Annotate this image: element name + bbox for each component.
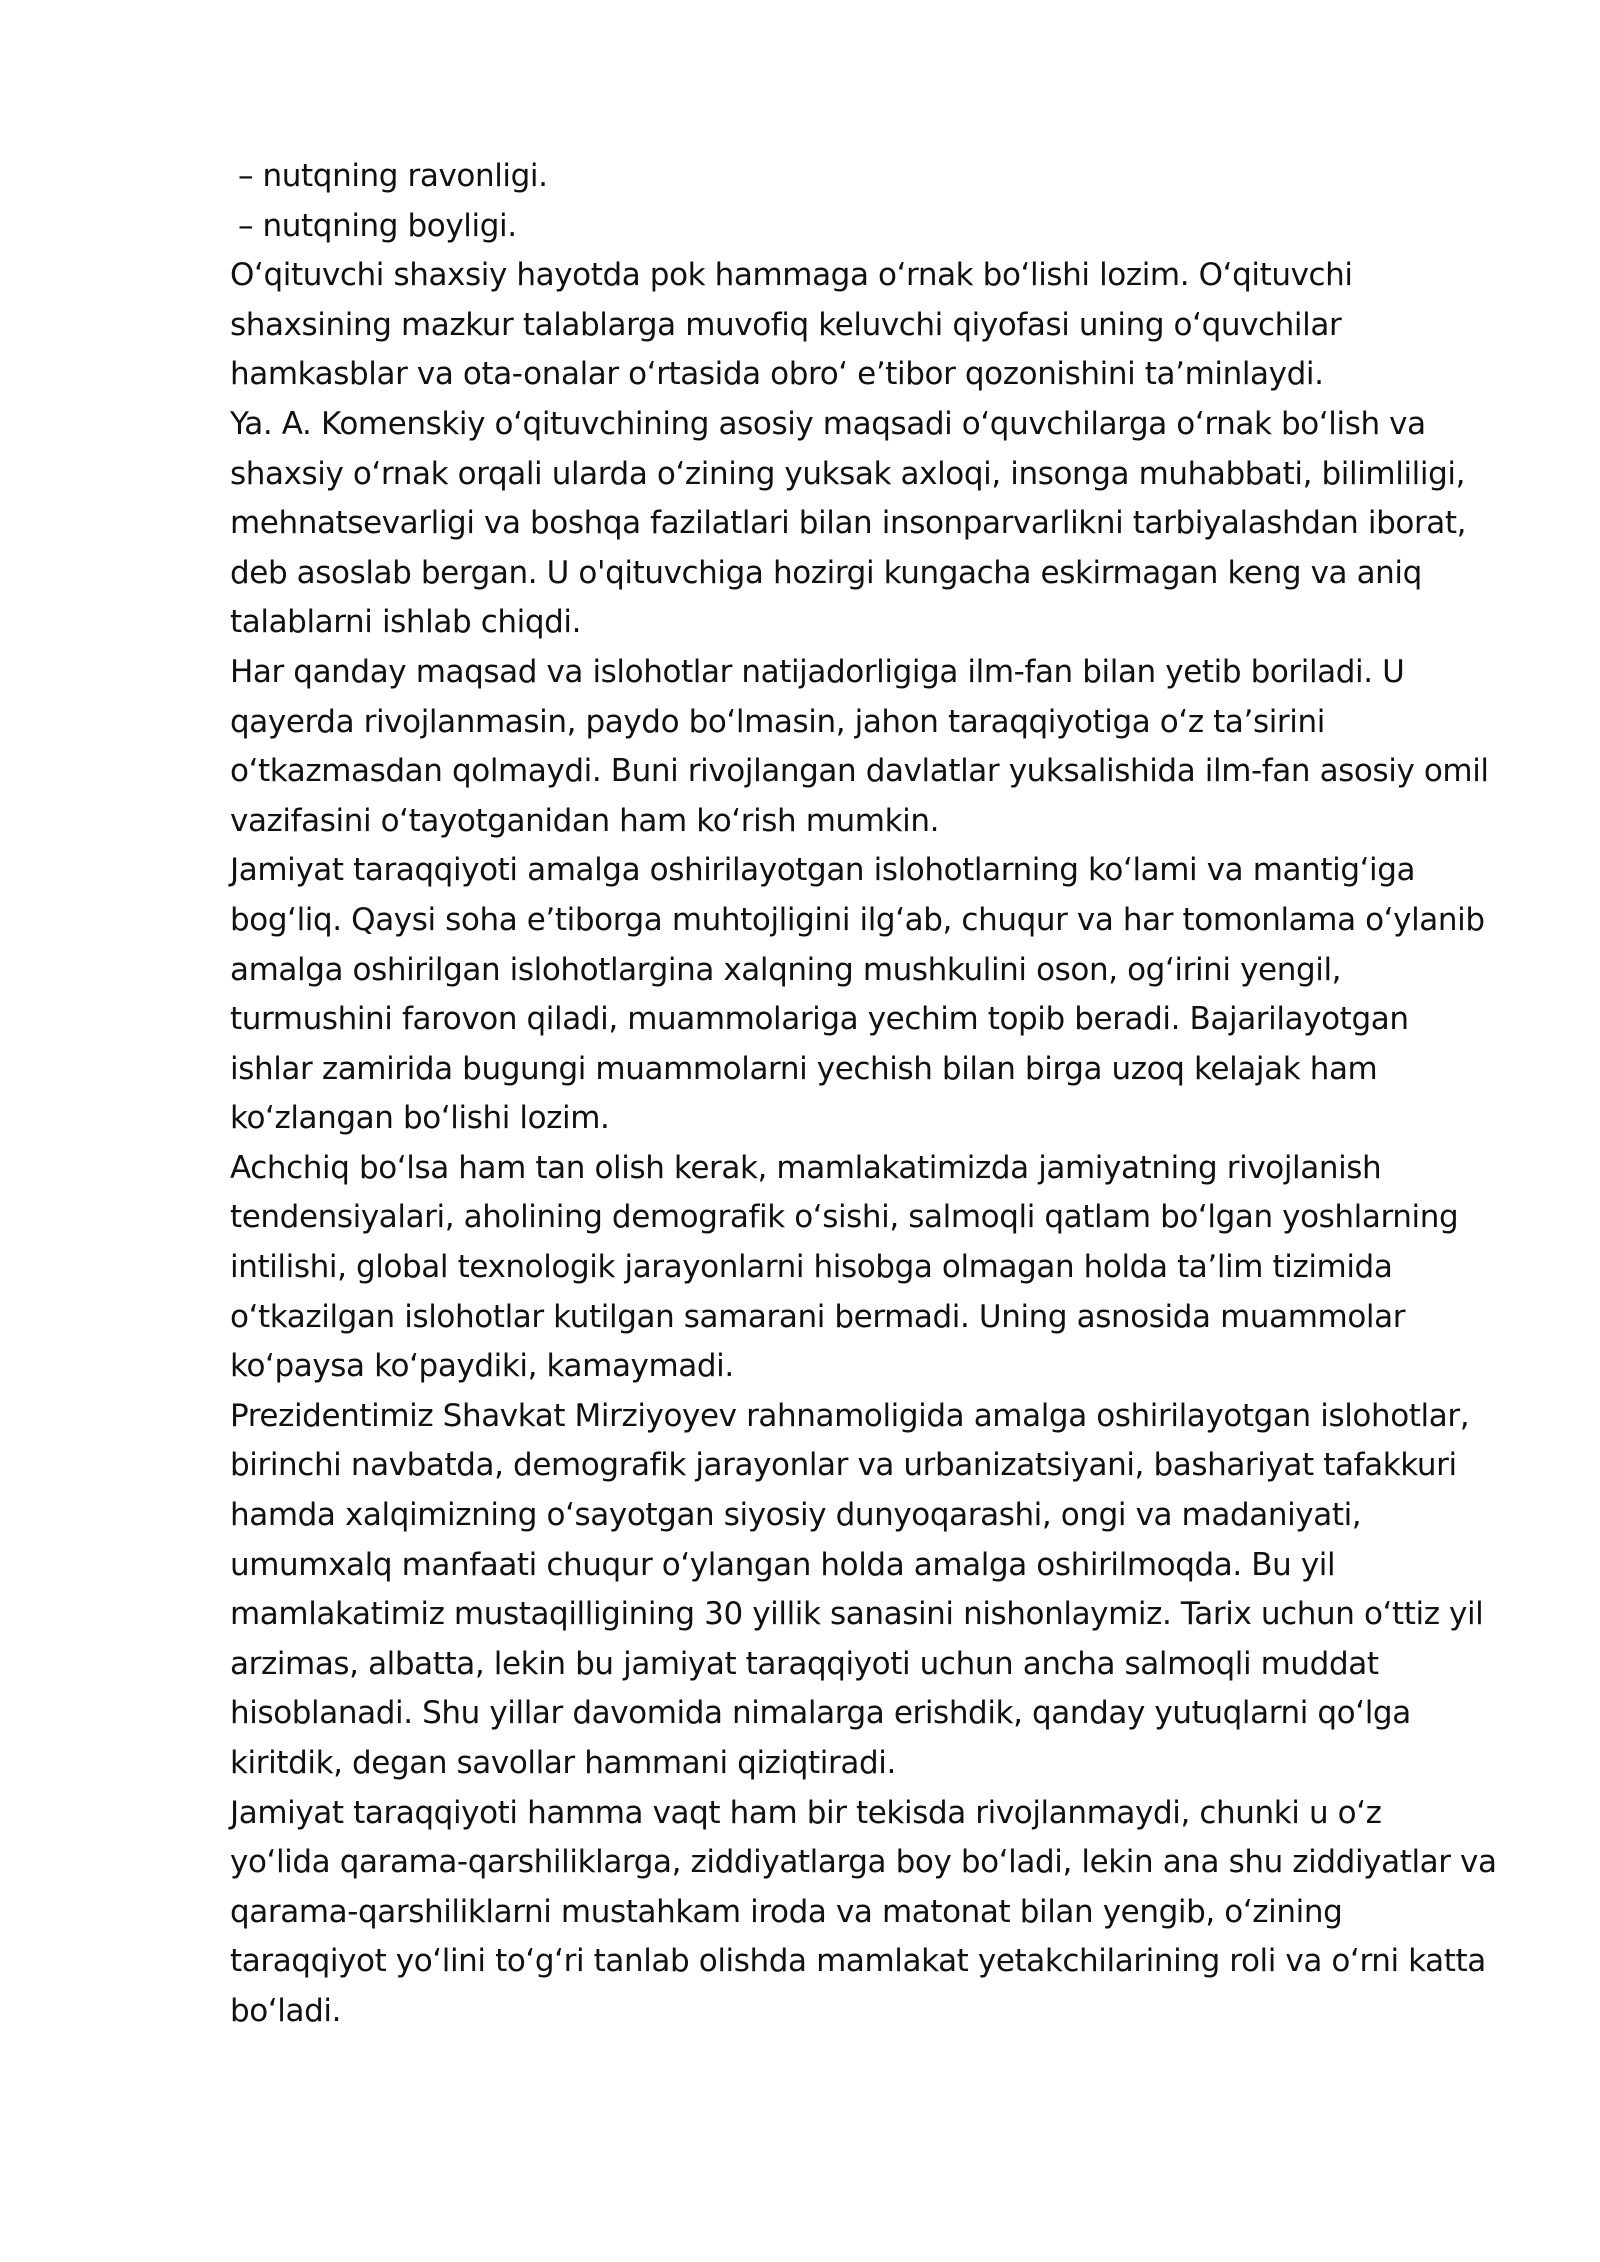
text-line: Prezidentimiz Shavkat Mirziyoyev rahnamoligida amalga oshirilayotgan islohotlar, <box>230 1397 1470 1434</box>
text-line: ishlar zamirida bugungi muammolarni yechish bilan birga uzoq kelajak ham <box>230 1050 1378 1087</box>
text-line: birinchi navbatda, demografik jarayonlar va urbanizatsiyani, bashariyat tafakkuri <box>230 1447 1457 1484</box>
text-line: Achchiq boʻlsa ham tan olish kerak, mamlakatimizda jamiyatning rivojlanish <box>230 1149 1382 1186</box>
text-line: intilishi, global texnologik jarayonlarni hisobga olmagan holda taʼlim tizimida <box>230 1249 1393 1286</box>
text-line: yoʻlida qarama-qarshiliklarga, ziddiyatlarga boy boʻladi, lekin ana shu ziddiyatlar va <box>230 1844 1497 1881</box>
text-line: koʻpaysa koʻpaydiki, kamaymadi. <box>230 1348 734 1385</box>
text-line: tendensiyalari, aholining demografik oʻsishi, salmoqli qatlam boʻlgan yoshlarning <box>230 1199 1459 1236</box>
text-line: koʻzlangan boʻlishi lozim. <box>230 1100 610 1137</box>
text-line: mehnatsevarligi va boshqa fazilatlari bilan insonparvarlikni tarbiyalashdan iborat, <box>230 505 1467 542</box>
text-line: – nutqning boyligi. <box>238 207 517 244</box>
text-line: – nutqning ravonligi. <box>238 158 548 194</box>
text-line: amalga oshirilgan islohotlargina xalqning mushkulini oson, ogʻirini yengil, <box>230 951 1342 988</box>
text-line: talablarni ishlab chiqdi. <box>230 604 582 641</box>
text-line: shaxsining mazkur talablarga muvofiq keluvchi qiyofasi uning oʻquvchilar <box>230 306 1342 343</box>
text-line: hisoblanadi. Shu yillar davomida nimalarga erishdik, qanday yutuqlarni qoʻlga <box>230 1695 1411 1732</box>
text-line: boʻladi. <box>230 1992 342 2029</box>
text-line: oʻtkazilgan islohotlar kutilgan samarani bermadi. Uning asnosida muammolar <box>230 1298 1406 1335</box>
text-line: bogʻliq. Qaysi soha eʼtiborga muhtojligini ilgʻab, chuqur va har tomonlama oʻylanib <box>230 901 1485 938</box>
text-line: qarama-qarshiliklarni mustahkam iroda va matonat bilan yengib, oʻzining <box>230 1893 1343 1930</box>
text-line: Ya. A. Komenskiy oʻqituvchining asosiy maqsadi oʻquvchilarga oʻrnak boʻlish va <box>230 405 1426 442</box>
text-line: qayerda rivojlanmasin, paydo boʻlmasin, jahon taraqqiyotiga oʻz taʼsirini <box>230 703 1325 740</box>
text-line: hamkasblar va ota-onalar oʻrtasida obroʻ eʼtibor qozonishini taʼminlaydi. <box>230 356 1324 393</box>
text-line: turmushini farovon qiladi, muammolariga yechim topib beradi. Bajarilayotgan <box>230 1001 1409 1038</box>
text-line: umumxalq manfaati chuqur oʻylangan holda amalga oshirilmoqda. Bu yil <box>230 1546 1336 1583</box>
text-line: arzimas, albatta, lekin bu jamiyat taraqqiyoti uchun ancha salmoqli muddat <box>230 1645 1379 1682</box>
text-line: Oʻqituvchi shaxsiy hayotda pok hammaga oʻrnak boʻlishi lozim. Oʻqituvchi <box>230 257 1353 294</box>
text-line: kiritdik, degan savollar hammani qiziqtiradi. <box>230 1745 896 1781</box>
text-line: shaxsiy oʻrnak orqali ularda oʻzining yuksak axloqi, insonga muhabbati, bilimliligi, <box>230 455 1466 492</box>
text-line: vazifasini oʻtayotganidan ham koʻrish mumkin. <box>230 802 940 839</box>
text-line: oʻtkazmasdan qolmaydi. Buni rivojlangan davlatlar yuksalishida ilm-fan asosiy omil <box>230 753 1489 790</box>
text-line: deb asoslab bergan. U o'qituvchiga hozirgi kungacha eskirmagan keng va aniq <box>230 554 1422 591</box>
text-line: Jamiyat taraqqiyoti amalga oshirilayotgan islohotlarning koʻlami va mantigʻiga <box>230 852 1416 889</box>
text-line: Har qanday maqsad va islohotlar natijadorligiga ilm-fan bilan yetib boriladi. U <box>230 653 1405 690</box>
text-line: taraqqiyot yoʻlini toʻgʻri tanlab olishda mamlakat yetakchilarining roli va oʻrni katta <box>230 1943 1486 1980</box>
text-line: mamlakatimiz mustaqilligining 30 yillik sanasini nishonlaymiz. Tarix uchun oʻttiz yil <box>230 1596 1484 1633</box>
text-line: Jamiyat taraqqiyoti hamma vaqt ham bir tekisda rivojlanmaydi, chunki u oʻz <box>230 1794 1382 1831</box>
text-line: hamda xalqimizning oʻsayotgan siyosiy dunyoqarashi, ongi va madaniyati, <box>230 1497 1362 1534</box>
document-body <box>230 152 1520 2037</box>
